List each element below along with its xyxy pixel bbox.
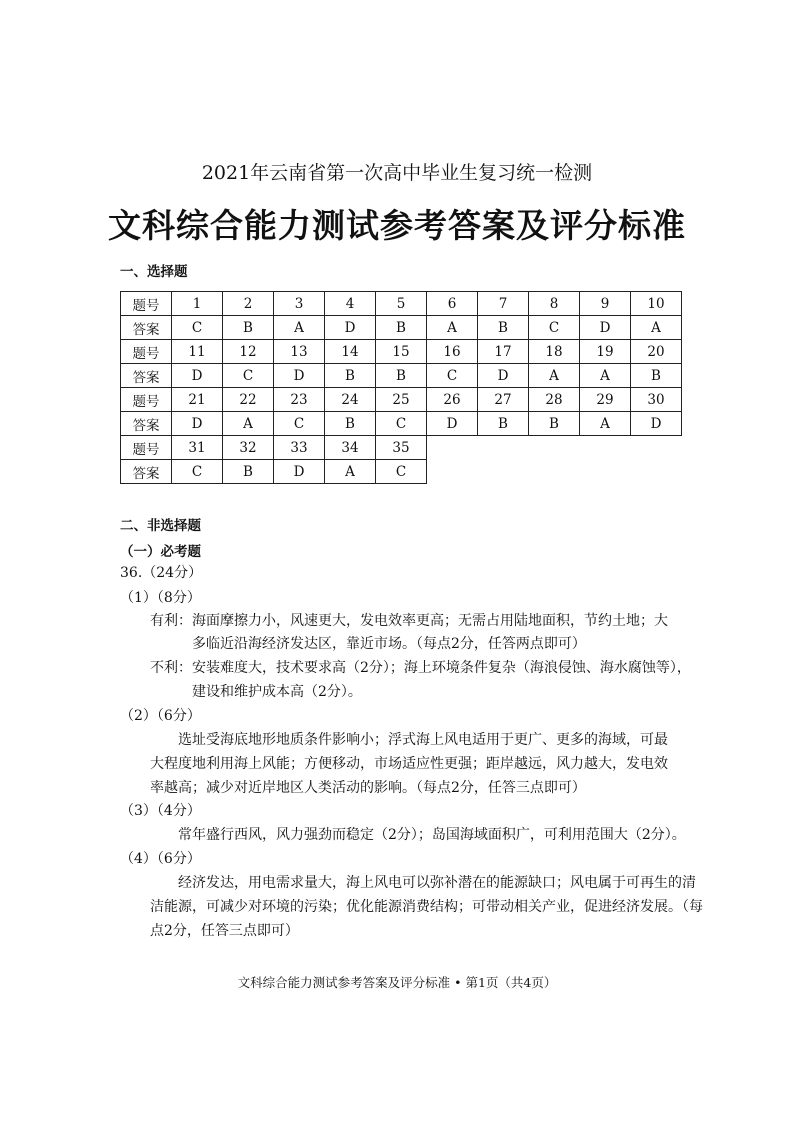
answer-letter-cell: B: [325, 364, 376, 388]
answer-letter-cell: D: [427, 412, 478, 436]
row-label-answer: 答案: [121, 364, 172, 388]
answer-table: [120, 291, 682, 484]
empty-cell: [631, 460, 682, 484]
answer-letter-cell: C: [172, 460, 223, 484]
question-number-cell: 31: [172, 436, 223, 460]
question-number-cell: 18: [529, 340, 580, 364]
answer-letter-cell: A: [223, 412, 274, 436]
answer-letter-cell: D: [274, 364, 325, 388]
q36-part2-line1: 选址受海底地形地质条件影响小；浮式海上风电适用于更广、更多的海域，可最: [178, 732, 668, 748]
q36-part3-line1: 常年盛行西风，风力强劲而稳定（2分）；岛国海域面积广，可利用范围大（2分）。: [178, 827, 686, 843]
question-number-cell: 20: [631, 340, 682, 364]
q36-part4-line3: 点2分，任答三点即可）: [150, 923, 299, 939]
answer-letter-cell: D: [274, 460, 325, 484]
row-label-question: 题号: [121, 292, 172, 316]
q36-part4-line1: 经济发达，用电需求量大，海上风电可以弥补潜在的能源缺口；风电属于可再生的清: [178, 875, 696, 891]
question-number-cell: 3: [274, 292, 325, 316]
question-number-cell: 27: [478, 388, 529, 412]
question-number-cell: 2: [223, 292, 274, 316]
question-number-cell: 12: [223, 340, 274, 364]
question-number-cell: 13: [274, 340, 325, 364]
subsection-heading-required: （一）必考题: [120, 544, 201, 560]
answer-letter-cell: D: [478, 364, 529, 388]
empty-cell: [529, 460, 580, 484]
question-number-cell: 8: [529, 292, 580, 316]
section-heading-nonchoice: 二、非选择题: [120, 518, 201, 534]
answer-row: [121, 460, 682, 484]
q36-part1-advantage-line1: 有利：海面摩擦力小，风速更大，发电效率更高；无需占用陆地面积，节约土地；大: [150, 613, 668, 629]
answer-letter-cell: C: [223, 364, 274, 388]
q36-part4-line2: 洁能源，可减少对环境的污染；优化能源消费结构；可带动相关产业，促进经济发展。（每: [150, 899, 703, 915]
empty-cell: [631, 436, 682, 460]
answer-letter-cell: B: [478, 316, 529, 340]
answer-letter-cell: A: [325, 460, 376, 484]
answer-letter-cell: D: [325, 316, 376, 340]
question-number-cell: 7: [478, 292, 529, 316]
question-number-cell: 34: [325, 436, 376, 460]
answer-letter-cell: C: [376, 412, 427, 436]
page-footer: 文科综合能力测试参考答案及评分标准 • 第1页（共4页）: [237, 975, 557, 990]
q36-part1-advantage-line2: 多临近沿海经济发达区，靠近市场。（每点2分，任答两点即可）: [192, 636, 586, 652]
exam-title: 2021年云南省第一次高中毕业生复习统一检测: [201, 162, 593, 184]
question-number-cell: 9: [580, 292, 631, 316]
row-label-answer: 答案: [121, 460, 172, 484]
question-number-row: [121, 340, 682, 364]
answer-letter-cell: D: [631, 412, 682, 436]
question-number-cell: 32: [223, 436, 274, 460]
row-label-answer: 答案: [121, 412, 172, 436]
answer-letter-cell: A: [427, 316, 478, 340]
answer-letter-cell: B: [529, 412, 580, 436]
answer-letter-cell: D: [580, 316, 631, 340]
question-number-cell: 24: [325, 388, 376, 412]
question-number-cell: 15: [376, 340, 427, 364]
empty-cell: [478, 460, 529, 484]
question-number-row: [121, 388, 682, 412]
question-number-cell: 16: [427, 340, 478, 364]
question-number-cell: 19: [580, 340, 631, 364]
answer-letter-cell: B: [631, 364, 682, 388]
answer-letter-cell: B: [478, 412, 529, 436]
question-number-cell: 25: [376, 388, 427, 412]
page-title: 文科综合能力测试参考答案及评分标准: [108, 206, 686, 245]
question-number-cell: 14: [325, 340, 376, 364]
answer-letter-cell: A: [274, 316, 325, 340]
answer-letter-cell: D: [172, 412, 223, 436]
q36-part2-line3: 率越高；减少对近岸地区人类活动的影响。（每点2分，任答三点即可）: [150, 780, 586, 796]
answer-letter-cell: B: [376, 364, 427, 388]
question-number-cell: 5: [376, 292, 427, 316]
q36-part2-label: （2）（6分）: [120, 708, 201, 724]
row-label-question: 题号: [121, 436, 172, 460]
answer-letter-cell: B: [376, 316, 427, 340]
question-number-cell: 21: [172, 388, 223, 412]
answer-letter-cell: C: [172, 316, 223, 340]
answer-letter-cell: A: [580, 364, 631, 388]
empty-cell: [478, 436, 529, 460]
answer-letter-cell: B: [223, 316, 274, 340]
answer-letter-cell: B: [223, 460, 274, 484]
answer-letter-cell: A: [631, 316, 682, 340]
answer-row: [121, 316, 682, 340]
answer-letter-cell: C: [529, 316, 580, 340]
q36-part1-label: （1）（8分）: [120, 590, 201, 606]
question-number-cell: 35: [376, 436, 427, 460]
question-number-cell: 29: [580, 388, 631, 412]
answer-letter-cell: C: [427, 364, 478, 388]
answer-letter-cell: D: [172, 364, 223, 388]
q36-part3-label: （3）（4分）: [120, 803, 201, 819]
question-number-cell: 6: [427, 292, 478, 316]
question-number-cell: 17: [478, 340, 529, 364]
question-number-cell: 10: [631, 292, 682, 316]
q36-part1-disadvantage-line1: 不利：安装难度大，技术要求高（2分）；海上环境条件复杂（海浪侵蚀、海水腐蚀等），: [150, 660, 691, 676]
question-number-cell: 23: [274, 388, 325, 412]
question-number-cell: 4: [325, 292, 376, 316]
question-number-cell: 30: [631, 388, 682, 412]
question-number-cell: 22: [223, 388, 274, 412]
answer-letter-cell: C: [274, 412, 325, 436]
answer-letter-cell: C: [376, 460, 427, 484]
answer-row: [121, 412, 682, 436]
row-label-question: 题号: [121, 388, 172, 412]
empty-cell: [580, 460, 631, 484]
question-number-row: [121, 436, 682, 460]
answer-letter-cell: A: [529, 364, 580, 388]
question-number-cell: 33: [274, 436, 325, 460]
answer-row: [121, 364, 682, 388]
question-36-title: 36.（24分）: [120, 565, 203, 581]
question-number-cell: 11: [172, 340, 223, 364]
question-number-cell: 28: [529, 388, 580, 412]
row-label-question: 题号: [121, 340, 172, 364]
empty-cell: [580, 436, 631, 460]
empty-cell: [529, 436, 580, 460]
empty-cell: [427, 460, 478, 484]
section-heading-choice: 一、选择题: [120, 264, 188, 280]
q36-part4-label: （4）（6分）: [120, 851, 201, 867]
question-number-cell: 1: [172, 292, 223, 316]
row-label-answer: 答案: [121, 316, 172, 340]
answer-letter-cell: B: [325, 412, 376, 436]
q36-part1-disadvantage-line2: 建设和维护成本高（2分）。: [192, 684, 362, 700]
q36-part2-line2: 大程度地利用海上风能；方便移动，市场适应性更强；距岸越远，风力越大，发电效: [150, 756, 668, 772]
answer-letter-cell: A: [580, 412, 631, 436]
question-number-row: [121, 292, 682, 316]
empty-cell: [427, 436, 478, 460]
question-number-cell: 26: [427, 388, 478, 412]
